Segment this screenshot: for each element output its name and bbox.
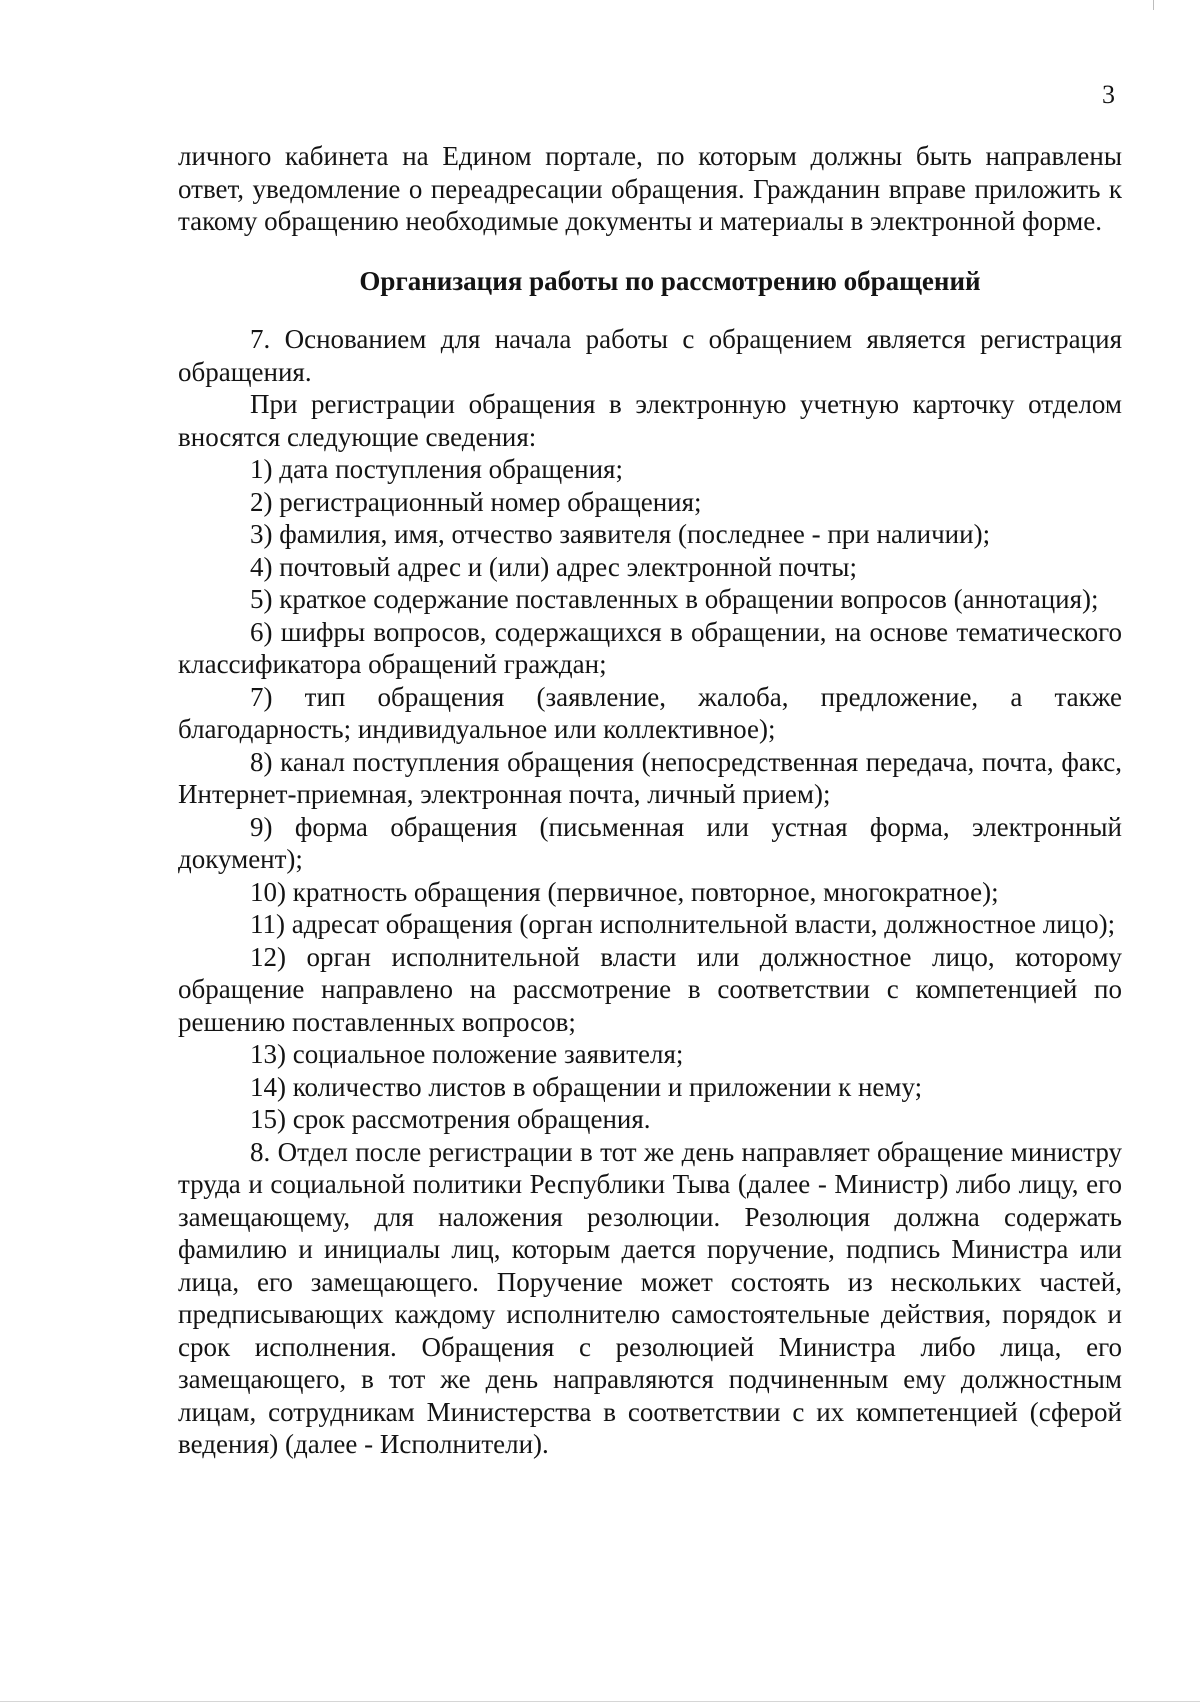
list-item: 11) адресат обращения (орган исполнительной власти, должностное лицо); bbox=[250, 909, 1116, 939]
scan-bottom-line bbox=[0, 1701, 1200, 1702]
continuation-paragraph: личного кабинета на Едином портале, по которым должны быть направлены ответ, уведомление о переадресации обращения. Гражданин вправе приложить к такому обращению необходимые документы и материалы в электронной форме. bbox=[178, 141, 1122, 236]
document-body bbox=[178, 140, 1122, 1461]
paragraph-8: 8. Отдел после регистрации в тот же день направляет обращение министру труда и социальной политики Республики Тыва (далее - Министр) либо лицу, его замещающему, для наложения резолюции. Резолюция должна содержать фамилию и инициалы лиц, которым дается поручение, подпись Министра или лица, его замещающего. Поручение может состоять из нескольких частей, предписывающих каждому исполнителю самостоятельные действия, порядок и срок исполнения. Обращения с резолюцией Министра либо лица, его замещающего, в тот же день направляются подчиненным ему должностным лицам, сотрудникам Министерства в соответствии с их компетенцией (сферой ведения) (далее - Исполнители). bbox=[178, 1136, 1122, 1459]
paragraph-7: 7. Основанием для начала работы с обращением является регистрация обращения. bbox=[178, 324, 1122, 387]
list-item: 1) дата поступления обращения; bbox=[250, 454, 623, 484]
page-number: 3 bbox=[1102, 80, 1115, 109]
list-item: 6) шифры вопросов, содержащихся в обращении, на основе тематического классификатора обращений граждан; bbox=[178, 616, 1122, 679]
list-item: 3) фамилия, имя, отчество заявителя (последнее - при наличии); bbox=[250, 519, 991, 549]
list-item: 15) срок рассмотрения обращения. bbox=[250, 1104, 651, 1134]
list-item: 12) орган исполнительной власти или должностное лицо, которому обращение направлено на рассмотрение в соответствии с компетенцией по решению поставленных вопросов; bbox=[178, 941, 1122, 1037]
list-item: 9) форма обращения (письменная или устная форма, электронный документ); bbox=[178, 811, 1122, 874]
list-item: 13) социальное положение заявителя; bbox=[250, 1039, 684, 1069]
list-item: 4) почтовый адрес и (или) адрес электронной почты; bbox=[250, 551, 857, 582]
list-item: 2) регистрационный номер обращения; bbox=[250, 486, 702, 517]
list-item: 14) количество листов в обращении и приложении к нему; bbox=[250, 1071, 923, 1102]
list-item: 8) канал поступления обращения (непосредственная передача, почта, факс, Интернет-приемная, электронная почта, личный прием); bbox=[178, 746, 1122, 809]
list-item: 10) кратность обращения (первичное, повторное, многократное); bbox=[250, 876, 999, 907]
registration-intro: При регистрации обращения в электронную учетную карточку отделом вносятся следующие сведения: bbox=[178, 389, 1122, 452]
list-item: 5) краткое содержание поставленных в обращении вопросов (аннотация); bbox=[250, 584, 1099, 614]
scan-edge-mark bbox=[1153, 0, 1154, 10]
section-heading: Организация работы по рассмотрению обращений bbox=[359, 265, 981, 296]
list-item: 7) тип обращения (заявление, жалоба, предложение, а также благодарность; индивидуальное или коллективное); bbox=[178, 681, 1122, 744]
